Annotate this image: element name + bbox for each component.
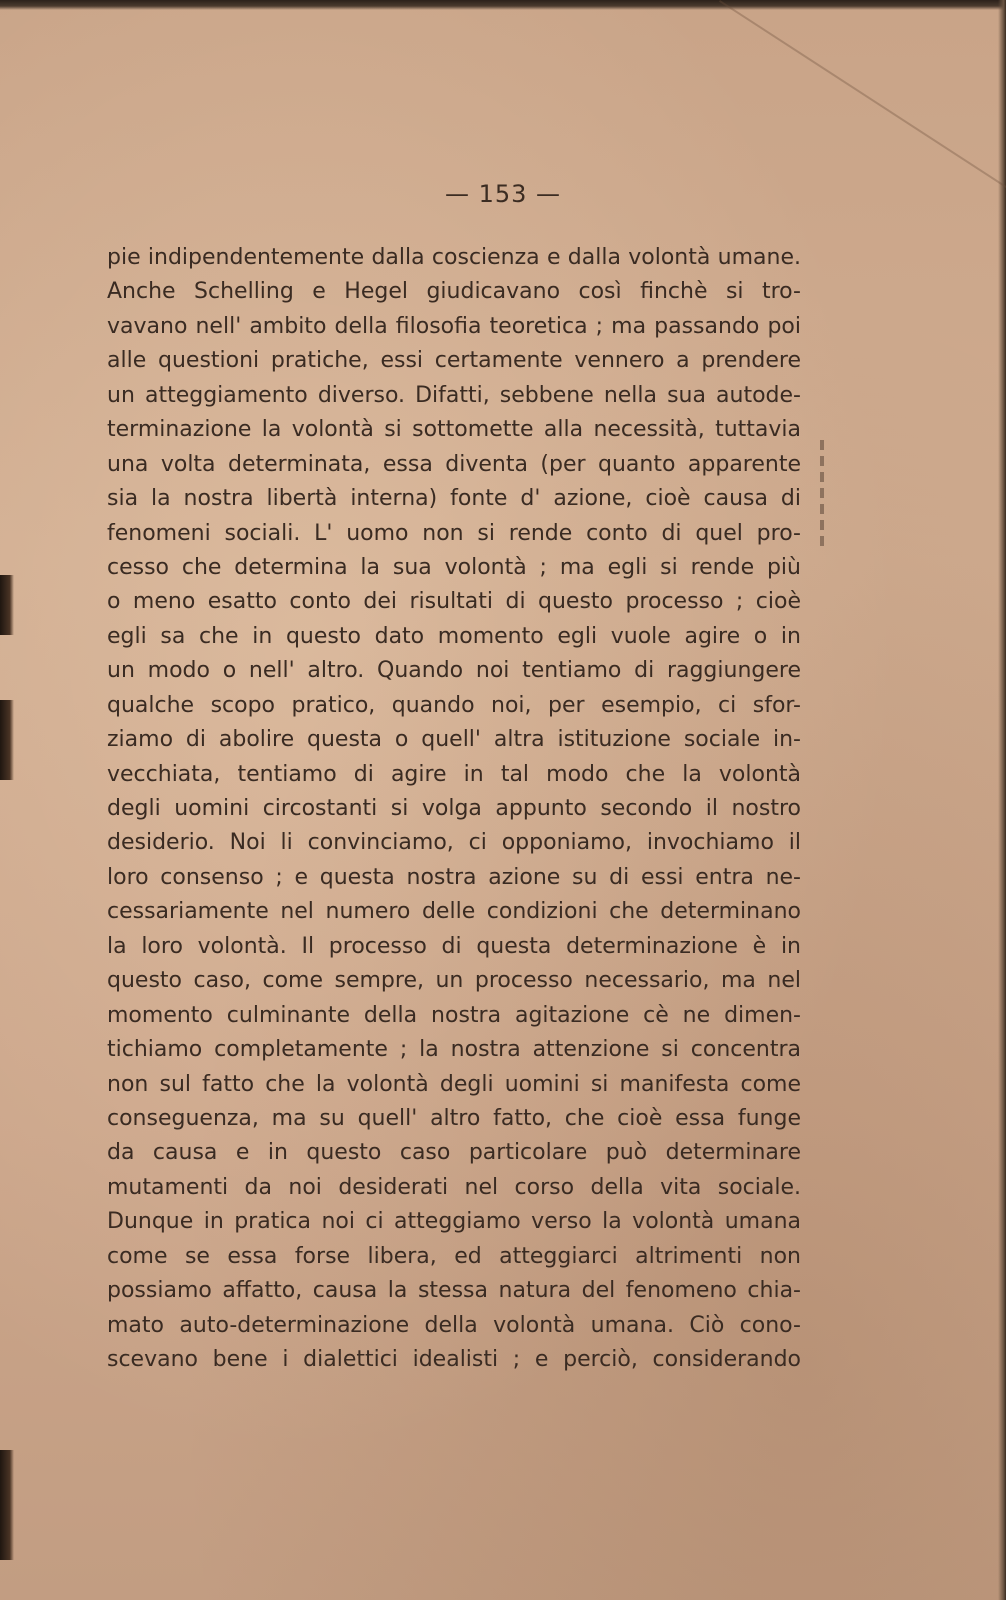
text-line: mutamenti da noi desiderati nel corso della vita sociale. [107, 1174, 801, 1200]
text-line: possiamo affatto, causa la stessa natura del fenomeno chia- [107, 1278, 801, 1304]
text-line: scevano bene i dialettici idealisti ; e perciò, considerando [107, 1347, 801, 1372]
text-line: degli uomini circostanti si volga appunto secondo il nostro [107, 796, 801, 821]
binding-mark [0, 1450, 14, 1560]
body-text [107, 241, 801, 1377]
text-line: un atteggiamento diverso. Difatti, sebbene nella sua autode- [107, 382, 801, 408]
page-crease [719, 0, 1006, 198]
text-line: non sul fatto che la volontà degli uomini si manifesta come [107, 1071, 801, 1097]
text-line: vavano nell' ambito della filosofia teoretica ; ma passando poi [107, 313, 801, 339]
text-line: alle questioni pratiche, essi certamente vennero a prendere [107, 348, 801, 374]
text-line: desiderio. Noi li convinciamo, ci opponiamo, invochiamo il [107, 830, 801, 856]
text-line: cessariamente nel numero delle condizioni che determinano [107, 899, 801, 925]
text-line: loro consenso ; e questa nostra azione su di essi entra ne- [107, 864, 801, 890]
text-line: la loro volontà. Il processo di questa determinazione è in [107, 933, 801, 959]
text-line: o meno esatto conto dei risultati di questo processo ; cioè [107, 589, 801, 615]
text-line: momento culminante della nostra agitazione cè ne dimen- [107, 1002, 801, 1028]
text-line: tichiamo completamente ; la nostra attenzione si concentra [107, 1037, 801, 1063]
text-line: Dunque in pratica noi ci atteggiamo verso la volontà umana [107, 1209, 801, 1235]
text-line: cesso che determina la sua volontà ; ma egli si rende più [107, 554, 801, 580]
text-line: vecchiata, tentiamo di agire in tal modo che la volontà [107, 761, 801, 787]
text-line: ziamo di abolire questa o quell' altra istituzione sociale in- [107, 727, 801, 753]
text-line: un modo o nell' altro. Quando noi tentiamo di raggiungere [107, 658, 801, 684]
text-line: da causa e in questo caso particolare può determinare [107, 1140, 801, 1166]
binding-mark [0, 575, 14, 635]
text-line: fenomeni sociali. L' uomo non si rende conto di quel pro- [107, 520, 801, 546]
page-top-edge [0, 0, 1006, 10]
text-line: Anche Schelling e Hegel giudicavano così finchè si tro- [107, 279, 801, 305]
text-line: una volta determinata, essa diventa (per quanto apparente [107, 451, 801, 477]
page-right-edge [998, 0, 1006, 1600]
text-line: mato auto-determinazione della volontà umana. Ciò cono- [107, 1312, 801, 1338]
text-line: pie indipendentemente dalla coscienza e dalla volontà umane. [107, 245, 801, 270]
text-line: come se essa forse libera, ed atteggiarci altrimenti non [107, 1243, 801, 1269]
text-line: questo caso, come sempre, un processo necessario, ma nel [107, 968, 801, 994]
margin-marks [820, 440, 824, 550]
text-line: terminazione la volontà si sottomette alla necessità, tuttavia [107, 417, 801, 443]
text-line: sia la nostra libertà interna) fonte d' azione, cioè causa di [107, 486, 801, 512]
page-number: — 153 — [444, 180, 562, 208]
binding-mark [0, 700, 14, 780]
text-line: egli sa che in questo dato momento egli vuole agire o in [107, 623, 801, 649]
text-line: conseguenza, ma su quell' altro fatto, che cioè essa funge [107, 1105, 801, 1131]
text-line: qualche scopo pratico, quando noi, per esempio, ci sfor- [107, 692, 801, 718]
